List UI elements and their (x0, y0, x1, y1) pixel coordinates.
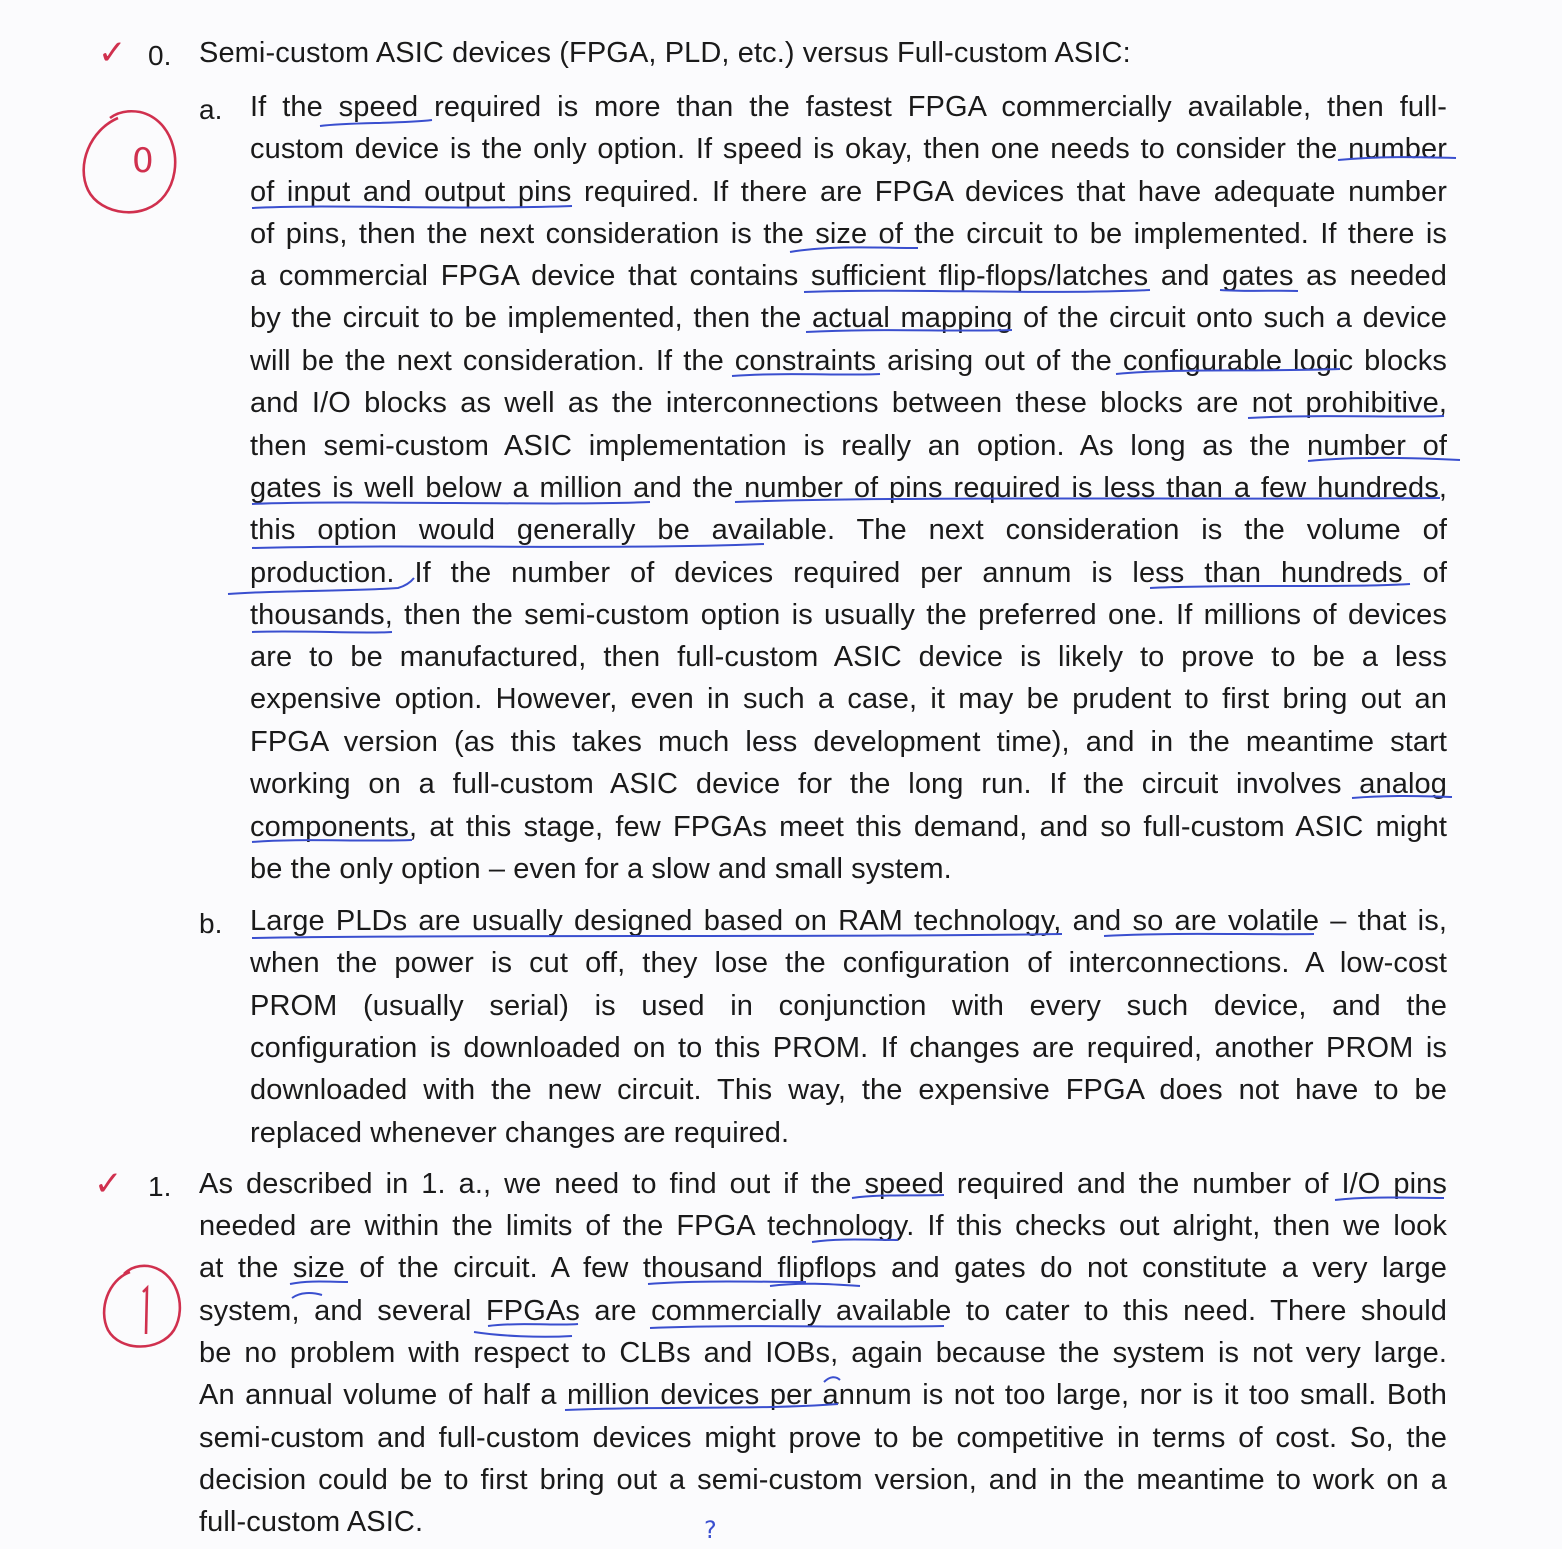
sub-a-line: of pins, then the next consideration is the size of the circuit to be implemented. If there is (250, 218, 1447, 250)
item-0-heading: Semi-custom ASIC devices (FPGA, PLD, etc.) versus Full-custom ASIC: (199, 37, 1131, 69)
sub-a-line-last: be the only option – even for a slow and small system. (250, 853, 952, 885)
red-circled-zero-icon (84, 111, 176, 212)
sub-a-line: components, at this stage, few FPGAs meet this demand, and so full-custom ASIC might (250, 811, 1447, 843)
sub-a-line: will be the next consideration. If the constraints arising out of the configurable logic blocks (250, 345, 1447, 377)
red-circled-one-icon (104, 1266, 180, 1347)
item-1-line: at the size of the circuit. A few thousand flipflops and gates do not constitute a very large (199, 1252, 1447, 1284)
item-0-number: 0. (148, 40, 172, 71)
sub-a-line: of input and output pins required. If there are FPGA devices that have adequate number (250, 176, 1447, 208)
item-1-line: An annual volume of half a million devices per annum is not too large, nor is it too small. Both (199, 1379, 1447, 1411)
sub-a-line: If the speed required is more than the fastest FPGA commercially available, then full- (250, 91, 1447, 123)
sub-a-line: gates is well below a million and the number of pins required is less than a few hundreds, (250, 472, 1447, 504)
sub-b-label: b. (199, 908, 223, 939)
sub-a-line: are to be manufactured, then full-custom ASIC device is likely to prove to be a less (250, 641, 1447, 673)
item-1-line: As described in 1. a., we need to find out if the speed required and the number of I/O pins (199, 1168, 1447, 1200)
sub-b-line: Large PLDs are usually designed based on RAM technology, and so are volatile – that is, (250, 905, 1447, 937)
sub-a-line: expensive option. However, even in such a case, it may be prudent to first bring out an (250, 683, 1447, 715)
item-1-line: be no problem with respect to CLBs and IOBs, again because the system is not very large. (199, 1337, 1447, 1369)
item-1-line: needed are within the limits of the FPGA technology. If this checks out alright, then we look (199, 1210, 1447, 1242)
sub-a-label: a. (199, 94, 223, 125)
sub-a-line: FPGA version (as this takes much less development time), and in the meantime start (250, 726, 1447, 758)
item-1-line: system, and several FPGAs are commercially available to cater to this need. There should (199, 1295, 1447, 1327)
sub-a-line: working on a full-custom ASIC device for the long run. If the circuit involves analog (250, 768, 1447, 800)
red-check-icon: ✓ (94, 1164, 123, 1204)
sub-a-line: a commercial FPGA device that contains sufficient flip-flops/latches and gates as needed (250, 260, 1447, 292)
sub-a-line: custom device is the only option. If speed is okay, then one needs to consider the number (250, 133, 1447, 165)
item-1-line: decision could be to first bring out a semi-custom version, and in the meantime to work on a (199, 1464, 1447, 1496)
item-1-number: 1. (148, 1171, 172, 1202)
sub-b-line: when the power is cut off, they lose the configuration of interconnections. A low-cost (250, 947, 1447, 979)
circled-zero-digit: 0 (132, 141, 154, 181)
sub-a-line: then semi-custom ASIC implementation is really an option. As long as the number of (250, 430, 1447, 462)
red-check-icon: ✓ (98, 33, 127, 73)
sub-a-line: and I/O blocks as well as the interconnections between these blocks are not prohibitive, (250, 387, 1447, 419)
sub-a-line: this option would generally be available. The next consideration is the volume of (250, 514, 1447, 546)
item-1-line-last: full-custom ASIC. (199, 1506, 424, 1538)
sub-b-line: downloaded with the new circuit. This way, the expensive FPGA does not have to be (250, 1074, 1447, 1106)
sub-b-line: configuration is downloaded on to this PROM. If changes are required, another PROM is (250, 1032, 1447, 1064)
sub-a-line: by the circuit to be implemented, then the actual mapping of the circuit onto such a device (250, 302, 1447, 334)
sub-b-line-last: replaced whenever changes are required. (250, 1117, 790, 1149)
blue-question-mark: ? (704, 1516, 717, 1544)
sub-a-line: thousands, then the semi-custom option is usually the preferred one. If millions of devices (250, 599, 1447, 631)
sub-a-line: production. If the number of devices required per annum is less than hundreds of (250, 557, 1447, 589)
sub-b-line: PROM (usually serial) is used in conjunction with every such device, and the (250, 990, 1447, 1022)
item-1-line: semi-custom and full-custom devices might prove to be competitive in terms of cost. So, the (199, 1422, 1447, 1454)
